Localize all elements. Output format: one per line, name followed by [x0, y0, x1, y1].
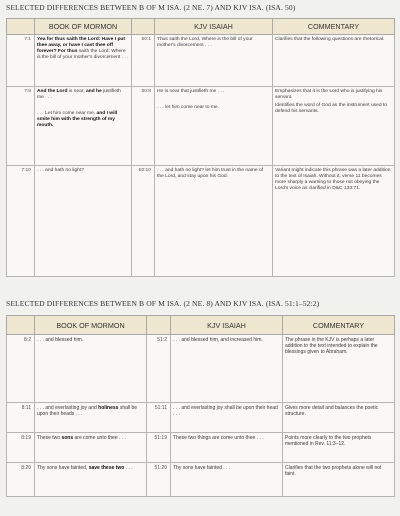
kjv-ref: 50:1 [132, 35, 155, 87]
commentary-text: Gives more detail and balances the poetic structure. [283, 403, 395, 433]
differences-table-1 [6, 18, 395, 277]
kjv-ref: 51:19 [147, 433, 171, 463]
bom-ref: 8:2 [7, 335, 35, 403]
kjv-text-part-2: . . . let him come near to me. [157, 105, 219, 111]
table-row [7, 335, 395, 403]
kjv-text: . . . and hath no light? let him trust in the name of the Lord, and stay upon his God. [155, 166, 273, 277]
text-run: are come unto thee . . . [73, 435, 126, 441]
text-run: . . . and blessed him. [37, 337, 84, 343]
commentary-part-2: Identifies the word of God as the instrument used to defend his servants. [275, 103, 388, 115]
kjv-header: KJV ISAIAH [155, 19, 273, 35]
emphasized-text: holiness [98, 405, 119, 411]
table-row [7, 35, 395, 87]
table-row [7, 87, 395, 166]
text-run: Thy sons have fainted, [37, 465, 89, 471]
bom-ref: 8:11 [7, 403, 35, 433]
kjv-text [155, 87, 273, 166]
bom-ref: 8:20 [7, 463, 35, 497]
table-row [7, 403, 395, 433]
kjv-header: KJV ISAIAH [171, 316, 283, 335]
emphasized-text: and he [85, 89, 102, 94]
text-run: . . . Let him come near me, [37, 111, 97, 117]
section-2-title: SELECTED DIFFERENCES BETWEEN B OF M ISA. (2 NE. 8) AND KJV ISA. (ISA. 51:1–52:2) [6, 299, 320, 308]
table-row [7, 463, 395, 497]
text-run: These two [37, 435, 62, 441]
kjv-text: Thy sons have fainted . . . [171, 463, 283, 497]
bom-text-part-1 [37, 89, 129, 101]
bom-header: BOOK OF MORMON [35, 316, 147, 335]
bom-text [35, 433, 147, 463]
section-1-title: SELECTED DIFFERENCES BETWEEN B OF M ISA. (2 NE. 7) AND KJV ISA. (ISA. 50) [6, 3, 296, 12]
commentary-text [273, 87, 395, 166]
bom-header: BOOK OF MORMON [35, 19, 132, 35]
bom-text [35, 35, 132, 87]
bom-ref: 7:10 [7, 166, 35, 277]
text-run: . . . and hath no light? [37, 168, 85, 173]
ref-header [7, 19, 35, 35]
table-header-row [7, 19, 395, 35]
commentary-part-1: Emphasizes that it is the Lord who is justifying his servant. [275, 89, 383, 101]
table-row [7, 166, 395, 277]
bom-text [35, 87, 132, 166]
emphasized-text: Yea for thus saith the Lord: Have I put thee away, or have I cast thee off forever? For thus [37, 37, 126, 55]
bom-text-part-2 [37, 111, 129, 129]
commentary-text: Variant might indicate this phrase was a later addition to the text of Isaiah. Without it, verse 11 becomes more sharply a warning to those not obeying the Lord's voice as clarified in D&C 133:71. [273, 166, 395, 277]
text-run: shall be upon their heads . . . [37, 405, 138, 418]
commentary-text: Points more clearly to the two prophets mentioned in Rev. 11:3–12. [283, 433, 395, 463]
kjv-ref: 51:20 [147, 463, 171, 497]
bom-ref: 8:19 [7, 433, 35, 463]
emphasized-text: And the Lord [37, 89, 68, 94]
text-run: . . . [124, 465, 133, 471]
bom-text [35, 403, 147, 433]
text-run: is near, [67, 89, 86, 94]
table-row [7, 433, 395, 463]
bom-text [35, 166, 132, 277]
commentary-text: Clarifies that the following questions are rhetorical. [273, 35, 395, 87]
bom-text [35, 463, 147, 497]
emphasized-text: save these two [88, 465, 125, 471]
text-run: justifieth me . . . [37, 89, 122, 101]
ref-header [7, 316, 35, 335]
text-run: saith the Lord: Where is the bill of your mother's divorcement . . . [37, 49, 129, 61]
text-run: . . . and everlasting joy and [37, 405, 99, 411]
bom-text [35, 335, 147, 403]
bom-ref: 7:8 [7, 87, 35, 166]
emphasized-text: sons [61, 435, 74, 441]
kjv-text: . . . and everlasting joy shall be upon their head . . . [171, 403, 283, 433]
kjv-ref: 51:11 [147, 403, 171, 433]
ref-header [132, 19, 155, 35]
commentary-text: Clarifies that the two prophets alone will not faint. [283, 463, 395, 497]
kjv-text-part-1: He is near that justifieth me . . . [157, 89, 225, 94]
kjv-ref: 51:2 [147, 335, 171, 403]
commentary-text: The phrase in the KJV is perhaps a later addition to the text intended to explain the blessings given to Abraham. [283, 335, 395, 403]
kjv-text: These two things are come unto thee . . . [171, 433, 283, 463]
kjv-ref: 50:8 [132, 87, 155, 166]
emphasized-text: and I will smite him with the strength of my mouth. [37, 111, 118, 129]
table-header-row [7, 316, 395, 335]
kjv-text: Thus saith the Lord, Where is the bill of your mother's divorcement . . . [155, 35, 273, 87]
kjv-ref: 50:10 [132, 166, 155, 277]
kjv-text: . . . and blessed him, and increased him. [171, 335, 283, 403]
commentary-header: COMMENTARY [283, 316, 395, 335]
commentary-header: COMMENTARY [273, 19, 395, 35]
bom-ref: 7:1 [7, 35, 35, 87]
ref-header [147, 316, 171, 335]
differences-table-2 [6, 315, 395, 497]
